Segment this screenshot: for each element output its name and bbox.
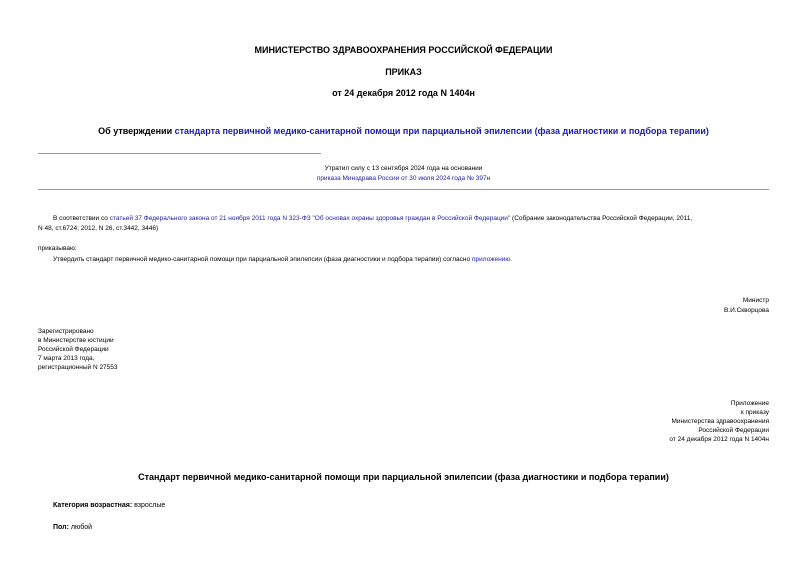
status-link-line — [0, 174, 807, 183]
appendix-line: от 24 декабря 2012 года N 1404н — [669, 436, 769, 443]
order-title-prefix: Об утверждении — [98, 126, 175, 136]
law-link[interactable]: статьей 37 Федерального закона от 21 ноября 2011 года N 323-ФЗ "Об основах охраны здоровья граждан в Российской Федерации" — [109, 215, 511, 222]
standard-title: Стандарт первичной медико-санитарной помощи при парциальной эпилепсии (фаза диагностики и подбора терапии) — [138, 472, 669, 482]
order-date-number: от 24 декабря 2012 года N 1404н — [332, 88, 475, 98]
registration-line: Зарегистрировано — [38, 328, 94, 335]
appendix-link[interactable]: приложению — [471, 256, 511, 263]
appendix-line: Российской Федерации — [698, 427, 769, 434]
registration-line: в Министерстве юстиции — [38, 337, 114, 344]
sex-label: Пол: — [53, 524, 69, 531]
status-text: Утратил силу с 13 сентября 2024 года на основании — [324, 165, 483, 172]
sex-category — [53, 522, 92, 533]
standard-link[interactable]: стандарта первичной медико-санитарной помощи при парциальной эпилепсии (фаза диагностики и подбора терапии) — [174, 126, 709, 136]
order-clause-suffix: . — [510, 256, 512, 263]
order-clause — [53, 255, 512, 264]
appendix-line: Министерства здравоохранения — [671, 418, 769, 425]
ministry-heading: МИНИСТЕРСТВО ЗДРАВООХРАНЕНИЯ РОССИЙСКОЙ ФЕДЕРАЦИИ — [254, 45, 553, 55]
preamble-line1 — [53, 214, 773, 223]
age-label: Категория возрастная: — [53, 502, 133, 509]
appendix-line: Приложение — [730, 400, 769, 407]
signature-name: В.И.Скворцова — [723, 307, 769, 314]
age-category — [53, 500, 165, 511]
orders-text: приказываю: — [38, 245, 77, 252]
divider-short — [38, 153, 321, 154]
signature-role: Министр — [742, 297, 769, 304]
order-title — [0, 126, 807, 137]
age-value: взрослые — [132, 502, 166, 509]
preamble-line2: N 48, ст.6724; 2012, N 26, ст.3442, 3446) — [38, 225, 159, 232]
appendix-line: к приказу — [740, 409, 769, 416]
divider-long — [38, 189, 769, 190]
preamble-prefix: В соответствии со — [53, 215, 110, 222]
repeal-order-link[interactable]: приказа Минздрава России от 30 июля 2024 года № 397н — [316, 175, 491, 182]
preamble-suffix: (Собрание законодательства Российской Федерации, 2011, — [510, 215, 693, 222]
registration-line: Российской Федерации — [38, 346, 109, 353]
registration-line: 7 марта 2013 года, — [38, 355, 95, 362]
sex-value: любой — [68, 524, 93, 531]
appendix-block — [669, 399, 769, 444]
registration-block — [38, 327, 118, 372]
registration-line: регистрационный N 27553 — [38, 364, 118, 371]
order-clause-prefix: Утвердить стандарт первичной медико-санитарной помощи при парциальной эпилепсии (фаза диагностики и подбора терапии) согласно — [53, 256, 472, 263]
doc-type-heading: ПРИКАЗ — [385, 67, 422, 77]
